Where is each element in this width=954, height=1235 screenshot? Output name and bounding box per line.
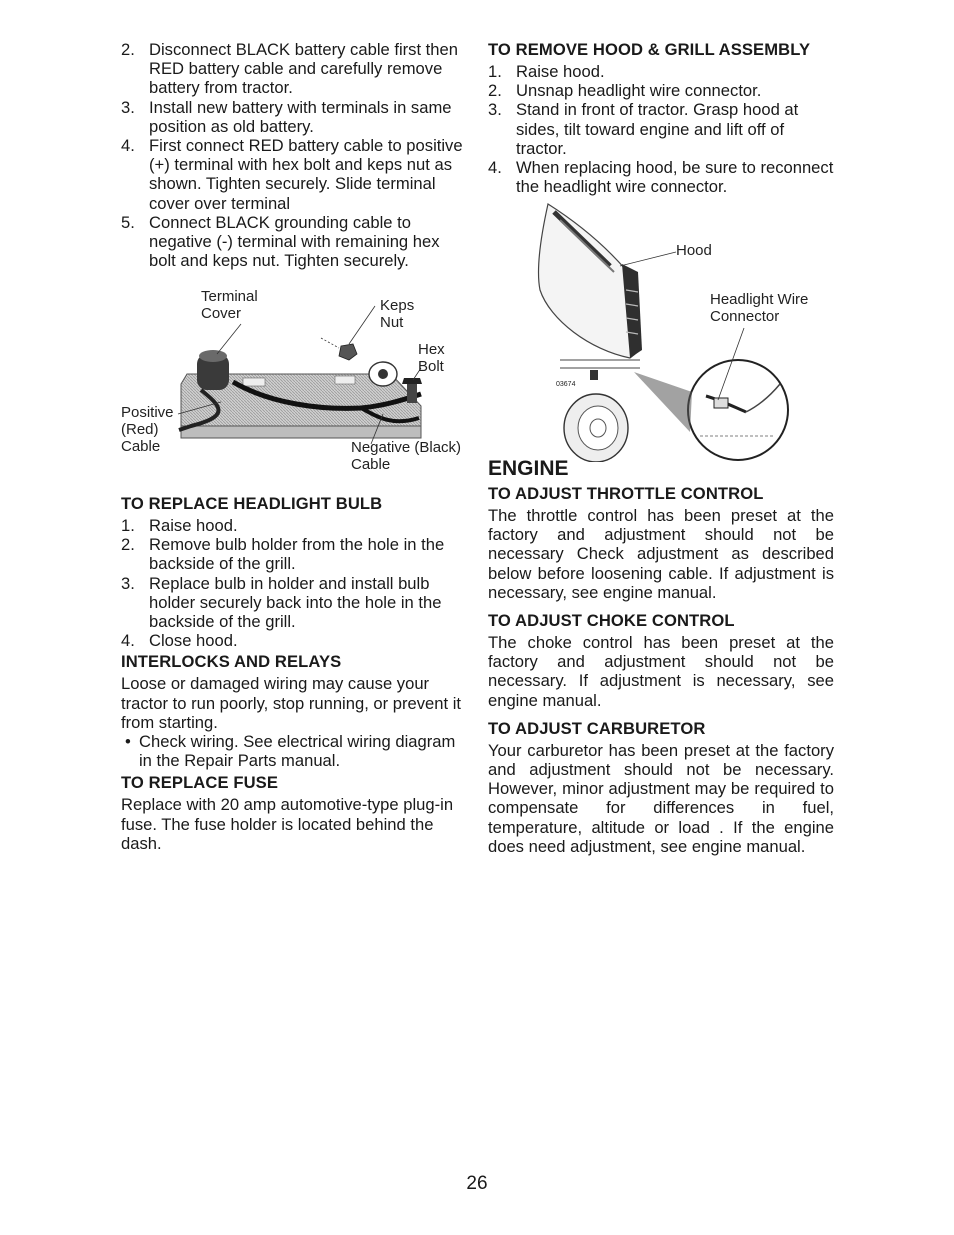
step-text: Stand in front of tractor. Grasp hood at sides, tilt toward engine and lift off of tractor. (516, 100, 799, 158)
carburetor-heading: TO ADJUST CARBURETOR (488, 718, 706, 738)
interlocks-heading: INTERLOCKS AND RELAYS (121, 652, 342, 672)
step-number: 2. (121, 40, 135, 59)
throttle-heading: TO ADJUST THROTTLE CONTROL (488, 484, 764, 503)
throttle-body: The throttle control has been preset at the factory and adjustment should not be necessary Check adjustment as described below before loosening cable. If adjustment is necessary, see engine manual. (488, 506, 834, 602)
headlight-step (121, 631, 469, 650)
step-number: 3. (121, 97, 135, 117)
step-text: Install new battery with terminals in same position as old battery. (149, 97, 452, 136)
headlight-step (121, 535, 469, 573)
hood-step (488, 62, 834, 81)
interlocks-bullet (121, 732, 469, 770)
step-text: Unsnap headlight wire connector. (516, 81, 762, 101)
step-number: 1. (121, 516, 135, 535)
headlight-heading: TO REPLACE HEADLIGHT BULB (121, 494, 383, 513)
engine-heading: ENGINE (488, 457, 569, 480)
battery-step (121, 213, 469, 271)
label-terminal-cover: Terminal Cover (201, 288, 258, 322)
battery-step (121, 136, 469, 213)
hood-step (488, 100, 834, 158)
headlight-step (121, 516, 469, 535)
step-number: 3. (121, 573, 135, 593)
choke-heading: TO ADJUST CHOKE CONTROL (488, 611, 735, 631)
interlocks-body: Loose or damaged wiring may cause your tractor to run poorly, stop running, or prevent it from starting. (121, 674, 462, 732)
headlight-step (121, 574, 469, 632)
step-text: Remove bulb holder from the hole in the backside of the grill. (149, 535, 445, 574)
step-number: 4. (121, 136, 135, 156)
step-text: Replace bulb in holder and install bulb holder securely back into the hole in the backside of the grill. (149, 573, 442, 632)
step-number: 3. (488, 100, 502, 120)
hood-steps-list (488, 62, 834, 196)
carburetor-body: Your carburetor has been preset at the factory and adjustment should not be necessary. However, minor adjustment may be required to compensate for differences in fuel, temperature, altitude or load . If the engine does need adjustment, see engine manual. (488, 740, 834, 856)
step-number: 4. (488, 158, 502, 178)
step-number: 5. (121, 212, 135, 232)
left-column-lower (121, 494, 469, 853)
step-number: 2. (121, 535, 135, 555)
step-number: 1. (488, 62, 502, 81)
step-text: Connect BLACK grounding cable to negative (-) terminal with remaining hex bolt and keps nut. Tighten securely. (149, 212, 440, 271)
left-column (121, 40, 469, 270)
hood-step (488, 158, 834, 196)
label-hex-bolt: Hex Bolt (418, 341, 445, 375)
hood-illustration (530, 200, 830, 462)
choke-body: The choke control has been preset at the factory and adjustment should not be necessary. If adjustment is necessary, see engine manual. (488, 633, 834, 710)
battery-figure (121, 286, 481, 476)
battery-steps-list (121, 40, 469, 270)
part-code: 03674 (556, 381, 576, 388)
step-text: Raise hood. (516, 62, 605, 81)
step-text: When replacing hood, be sure to reconnect the headlight wire connector. (516, 158, 834, 197)
label-negative-cable: Negative (Black) Cable (351, 439, 462, 473)
step-text: Raise hood. (149, 516, 238, 535)
right-column (488, 40, 834, 196)
fuse-body: Replace with 20 amp automotive-type plug-in fuse. The fuse holder is located behind the dash. (121, 795, 454, 853)
hood-figure (530, 200, 830, 462)
bullet-dot: • (125, 732, 131, 752)
label-keps-nut: Keps Nut (380, 297, 415, 331)
step-text: Close hood. (149, 631, 238, 651)
step-number: 4. (121, 631, 135, 651)
battery-step (121, 40, 469, 98)
step-text: First connect RED battery cable to positive (+) terminal with hex bolt and keps nut as shown. Tighten securely. Slide terminal cover over terminal (149, 136, 463, 213)
hood-step (488, 81, 834, 100)
hood-heading: TO REMOVE HOOD & GRILL ASSEMBLY (488, 40, 811, 59)
step-number: 2. (488, 81, 502, 101)
headlight-steps-list (121, 516, 469, 650)
fuse-heading: TO REPLACE FUSE (121, 773, 279, 793)
label-headlight-connector: Headlight Wire Connector (710, 291, 809, 325)
page-number: 26 (466, 1173, 488, 1194)
label-hood: Hood (676, 242, 712, 259)
step-text: Disconnect BLACK battery cable first then RED battery cable and carefully remove battery from tractor. (149, 40, 458, 98)
label-positive-cable: Positive (Red) Cable (121, 404, 174, 455)
engine-section (488, 458, 834, 856)
interlocks-bullet-text: Check wiring. See electrical wiring diagram in the Repair Parts manual. (139, 732, 456, 771)
battery-step (121, 98, 469, 136)
